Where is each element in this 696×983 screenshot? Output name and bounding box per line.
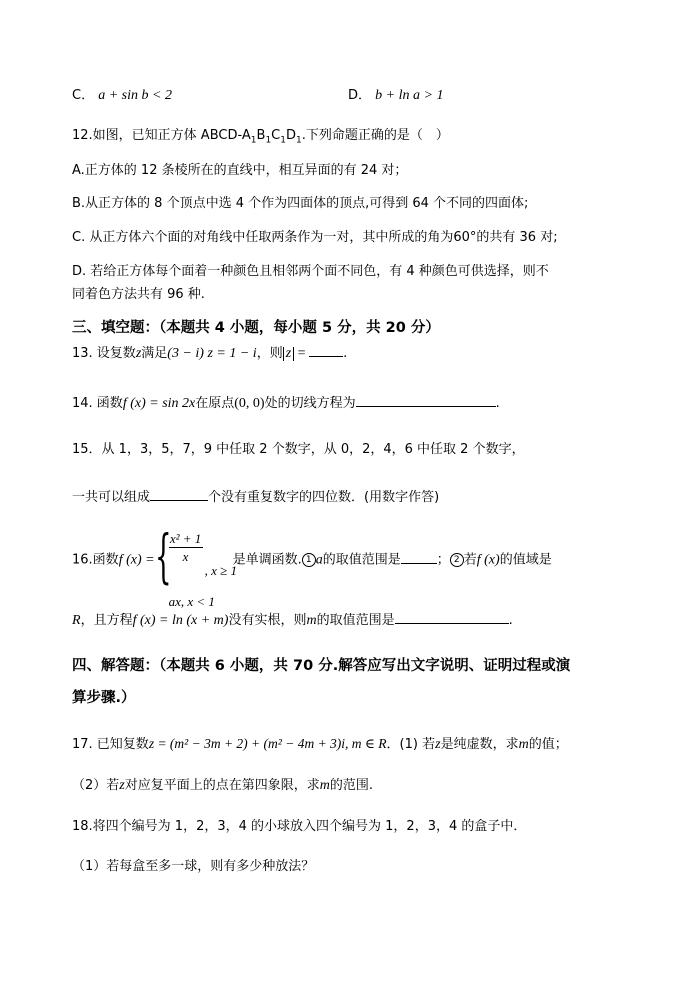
q12-stem-part: .下列命题正确的是（ ）: [301, 128, 449, 143]
q17-var-m: m: [518, 737, 529, 752]
q16-text: 的取值范围是: [322, 552, 401, 568]
q13-abs-z-var: z: [285, 346, 292, 361]
q14-end: .: [495, 396, 500, 411]
q11-options-row: [72, 86, 172, 106]
q16-fraction: [169, 530, 203, 565]
q16-equation: f (x) = ln (x + m): [132, 613, 229, 628]
q16-text: ，且方程: [80, 613, 133, 628]
q12-stem-part: C: [271, 128, 281, 143]
q12-option-d-line2: 同着色方法共有 96 种.: [72, 287, 205, 302]
q16-denominator: x: [182, 549, 189, 564]
q13-abs-z: [283, 347, 294, 361]
q17-line1: [72, 734, 568, 755]
q12-subscript: 1: [265, 135, 272, 146]
q16-var-m: m: [306, 613, 317, 628]
q18-stem: 18.将四个编号为 1，2，3，4 的小球放入四个编号为 1，2，3，4 的盒子中．: [72, 819, 527, 834]
q11-option-d: [348, 86, 443, 106]
q12-stem-part: D: [285, 128, 296, 143]
q11-option-c-expr: a + sin b < 2: [98, 88, 172, 103]
q14-point: (0, 0): [234, 396, 265, 411]
q16-text: 没有实根，则: [228, 613, 307, 628]
section-4-heading-line2: 算步骤.）: [72, 690, 136, 706]
q13-text: 满足: [141, 346, 168, 361]
q11-option-d-expr: b + ln a > 1: [375, 88, 444, 103]
q13-text: 13. 设复数: [72, 346, 136, 361]
q12-option-b: B.从正方体的 8 个顶点中选 4 个作为四面体的顶点,可得到 64 个不同的四面体;: [72, 196, 529, 211]
q15-answer-blank[interactable]: [150, 486, 208, 501]
q16-var-r: R: [72, 613, 81, 628]
q16-var-a: a: [315, 552, 323, 568]
q17-text: （2）若: [72, 778, 120, 793]
q16-answer-blank-1[interactable]: [401, 549, 437, 564]
q12-option-a: A.正方体的 12 条棱所在的直线中，相互异面的有 24 对；: [72, 163, 408, 178]
q16-text: 的取值范围是: [316, 613, 395, 628]
q17-var-z2: z: [119, 778, 125, 793]
section-3-heading: 三、填空题：（本题共 4 小题，每小题 5 分，共 20 分）: [72, 320, 440, 336]
q13-equals: =: [294, 346, 310, 361]
q15-text: 个没有重复数字的四位数．(用数字作答): [208, 490, 440, 505]
q14-text: 在原点: [195, 396, 235, 411]
q14-text: 处的切线方程为: [264, 396, 356, 411]
q16-text: 的值域是: [499, 552, 552, 568]
q16-text: ；: [436, 552, 450, 568]
q17-text: 对应复平面上的点在第四象限，求: [124, 778, 320, 793]
q17-expression: z = (m² − 3m + 2) + (m² − 4m + 3)i, m ∈ R: [148, 736, 387, 751]
q16-case2: ax, x < 1: [168, 594, 215, 609]
q11-option-d-label: D．: [348, 88, 372, 103]
q12-stem-part: 12.如图，已知正方体 ABCD-A: [72, 128, 251, 143]
q13-answer-blank[interactable]: [309, 342, 343, 357]
q17-text: 是纯虚数，求: [440, 737, 519, 752]
q12-stem-part: B: [256, 128, 266, 143]
q14-function: f (x) = sin 2x: [122, 396, 196, 411]
q16-numerator: x² + 1: [169, 531, 202, 546]
q17-line2: [72, 776, 373, 796]
section-4-heading-line1: 四、解答题：（本题共 6 小题，共 70 分.解答应写出文字说明、证明过程或演: [72, 658, 571, 674]
q17-text: 的值；: [528, 737, 568, 752]
q12-subscript: 1: [250, 135, 257, 146]
q16-text: 若: [463, 552, 477, 568]
q12-option-c: C. 从正方体六个面的对角线中任取两条作为一对，其中所成的角为60°的共有 36 对;: [72, 230, 558, 245]
q12-subscript: 1: [296, 135, 302, 146]
q11-option-c-label: C．: [72, 88, 95, 103]
q17-var-m2: m: [319, 778, 330, 793]
q16-fx2: f (x): [476, 552, 500, 568]
q16-fx: f (x) =: [118, 552, 155, 568]
q14-answer-blank[interactable]: [356, 392, 496, 407]
q15-line1: 15．从 1，3，5，7，9 中任取 2 个数字，从 0，2，4，6 中任取 2 个数字，: [72, 442, 525, 457]
q16-line2: [72, 609, 513, 631]
q15-line2: [72, 486, 439, 508]
q13-equation: (3 − i) z = 1 − i: [167, 346, 257, 361]
q12-stem: [72, 126, 449, 151]
q16-brace: {: [154, 522, 172, 590]
q16-case1: , x ≥ 1: [204, 563, 237, 578]
q16-text: 是单调函数.: [232, 552, 302, 568]
q16-end: .: [508, 613, 513, 628]
q16-piecewise: [154, 522, 237, 609]
circled-number-1: 1: [302, 553, 316, 567]
q18-sub1: （1）若每盒至多一球，则有多少种放法？: [72, 859, 315, 874]
q12-option-d-line1: D. 若给正方体每个面着一种颜色且相邻两个面不同色，有 4 种颜色可供选择，则不: [72, 264, 549, 279]
q13-line: [72, 342, 347, 364]
q17-text: 17. 已知复数: [72, 737, 149, 752]
q17-var-z: z: [435, 737, 441, 752]
circled-number-2: 2: [450, 553, 464, 567]
q12-subscript: 1: [280, 135, 286, 146]
q16-answer-blank-2[interactable]: [395, 609, 509, 624]
q14-line: [72, 392, 500, 414]
q17-text: 的范围.: [329, 778, 374, 793]
q16-line1: [72, 522, 552, 609]
q14-text: 14. 函数: [72, 396, 123, 411]
q13-var-z: z: [135, 346, 142, 361]
q17-text: ．(1) 若: [386, 737, 436, 752]
q15-text: 一共可以组成: [72, 490, 151, 505]
q13-text: ，则: [256, 346, 283, 361]
q16-text: 16.函数: [72, 552, 119, 568]
q13-end: .: [343, 346, 348, 361]
